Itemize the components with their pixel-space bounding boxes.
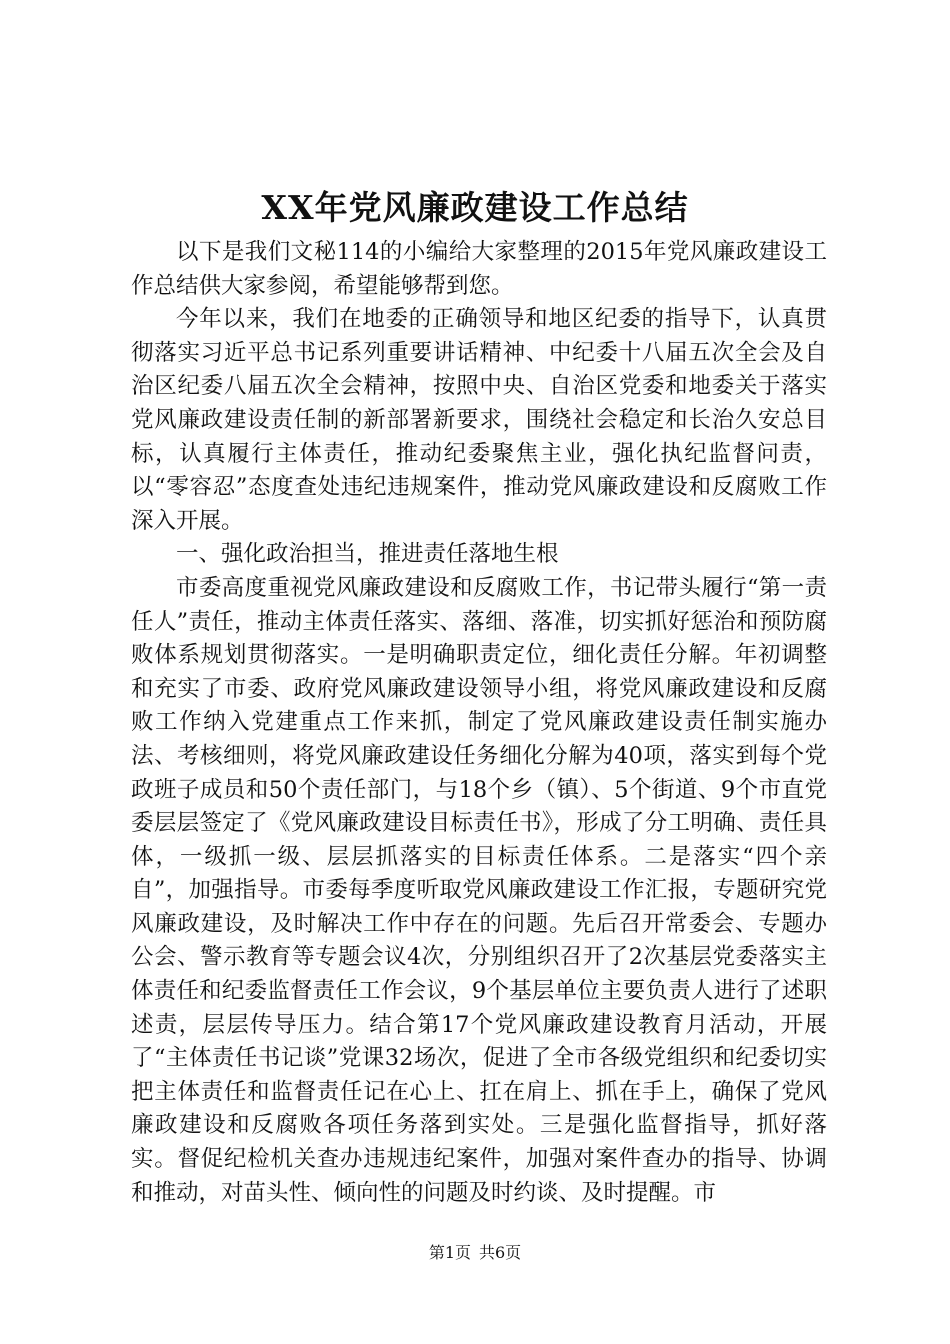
overview-paragraph: 今年以来，我们在地委的正确领导和地区纪委的指导下，认真贯彻落实习近平总书记系列重要讲话精神、中纪委十八届五次全会及自治区纪委八届五次全会精神，按照中央、自治区党委和地委关于落实党风廉政建设责任制的新部署新要求，围绕社会稳定和长治久安总目标，认真履行主体责任，推动纪委聚焦主业，强化执纪监督问责，以“零容忍”态度查处违纪违规案件，推动党风廉政建设和反腐败工作深入开展。 <box>131 306 827 534</box>
intro-paragraph: 以下是我们文秘114的小编给大家整理的2015年党风廉政建设工作总结供大家参阅，希望能够帮到您。 <box>131 239 827 299</box>
document-title: XX年党风廉政建设工作总结 <box>261 188 689 227</box>
document-body <box>131 236 827 1210</box>
page-footer <box>0 1242 950 1264</box>
page-number: 第1页 <box>428 1243 471 1262</box>
section-paragraph: 市委高度重视党风廉政建设和反腐败工作，书记带头履行“第一责任人”责任，推动主体责任落实、落细、落准，切实抓好惩治和预防腐败体系规划贯彻落实。一是明确职责定位，细化责任分解。年初调整和充实了市委、政府党风廉政建设领导小组，将党风廉政建设和反腐败工作纳入党建重点工作来抓，制定了党风廉政建设责任制实施办法、考核细则，将党风廉政建设任务细化分解为40项，落实到每个党政班子成员和50个责任部门，与18个乡（镇）、5个街道、9个市直党委层层签定了《党风廉政建设目标责任书》，形成了分工明确、责任具体，一级抓一级、层层抓落实的目标责任体系。二是落实“四个亲自”，加强指导。市委每季度听取党风廉政建设工作汇报，专题研究党风廉政建设，及时解决工作中存在的问题。先后召开常委会、专题办公会、警示教育等专题会议4次，分别组织召开了2次基层党委落实主体责任和纪委监督责任工作会议，9个基层单位主要负责人进行了述职述责，层层传导压力。结合第17个党风廉政建设教育月活动，开展了“主体责任书记谈”党课32场次，促进了全市各级党组织和纪委切实把主体责任和监督责任记在心上、扛在肩上、抓在手上，确保了党风廉政建设和反腐败各项任务落到实处。三是强化监督指导，抓好落实。督促纪检机关查办违规违纪案件，加强对案件查办的指导、协调和推动，对苗头性、倾向性的问题及时约谈、及时提醒。市 <box>131 574 827 1206</box>
page-total: 共6页 <box>479 1243 522 1262</box>
section-heading: 一、强化政治担当，推进责任落地生根 <box>176 541 559 568</box>
